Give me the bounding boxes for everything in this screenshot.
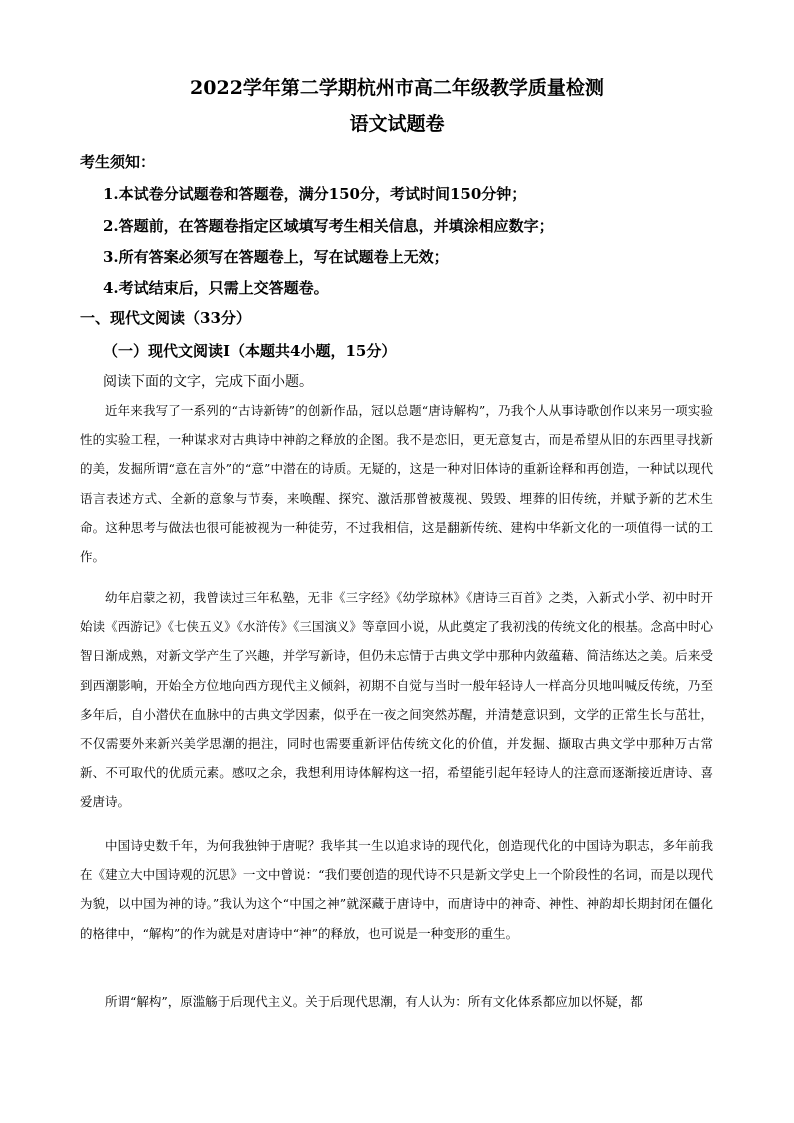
- passage-paragraph: 所谓“解构”，原滥觞于后现代主义。关于后现代思潮，有人认为：所有文化体系都应加以怀疑，都: [105, 994, 643, 1009]
- notice-item: 2.答题前，在答题卷指定区域填写考生相关信息，并填涂相应数字；: [103, 217, 554, 235]
- notice-item: 3.所有答案必须写在答题卷上，写在试题卷上无效；: [103, 248, 449, 266]
- exam-subtitle: 语文试题卷: [349, 113, 445, 135]
- notice-item: 1.本试卷分试题卷和答题卷，满分150分，考试时间150分钟；: [103, 185, 527, 203]
- subsection-heading: （一）现代文阅读Ⅰ（本题共4小题，15分）: [103, 342, 397, 360]
- passage-paragraph: 近年来我写了一系列的“古诗新铸”的创新作品，冠以总题“唐诗解构”，乃我个人从事诗歌创作以来另一项实验性的实验工程，一种谋求对古典诗中神韵之释放的企图。我不是恋旧，更无意复古，而是希望从旧的东西里寻找新的美，发掘所谓“意在言外”的“意”中潜在的诗质。无疑的，这是一种对旧体诗的重新诠释和再创造，一种试以现代语言表述方式、全新的意象与节奏，来唤醒、探究、激活那曾被蔑视、毁毁、埋葬的旧传统，并赋予新的艺术生命。这种思考与做法也很可能被视为一种徒劳，不过我相信，这是翻新传统、建构中华新文化的一项值得一试的工作。: [80, 403, 713, 565]
- reading-instruction: 阅读下面的文字，完成下面小题。: [103, 374, 313, 390]
- exam-title: 2022学年第二学期杭州市高二年级教学质量检测: [190, 77, 604, 99]
- passage-paragraph: 中国诗史数千年，为何我独钟于唐呢？我毕其一生以追求诗的现代化，创造现代化的中国诗为职志，多年前我在《建立大中国诗观的沉思》一文中曾说：“我们要创造的现代诗不只是新文学史上一个阶段性的名词，而是以现代为貌，以中国为神的诗。”我认为这个“中国之神”就深藏于唐诗中，而唐诗中的神奇、神性、神韵却长期封闭在僵化的格律中，“解构”的作为就是对唐诗中“神”的释放，也可说是一种变形的重生。: [80, 838, 713, 941]
- section-heading: 一、现代文阅读（33分）: [80, 309, 251, 327]
- notice-heading: 考生须知：: [80, 153, 156, 171]
- passage-paragraph: 幼年启蒙之初，我曾读过三年私塾，无非《三字经》《幼学琼林》《唐诗三百首》之类，入新式小学、初中时开始读《西游记》《七侠五义》《水浒传》《三国演义》等章回小说，从此奠定了我初浅的传统文化的根基。念高中时心智日渐成熟，对新文学产生了兴趣，并学写新诗，但仍未忘情于古典文学中那种内敛蕴藉、简洁练达之美。后来受到西潮影响，开始全方位地向西方现代主义倾斜，初期不自觉与当时一般年轻诗人一样高分贝地叫喊反传统，乃至多年后，自小潜伏在血脉中的古典文学因素，似乎在一夜之间突然苏醒，并清楚意识到，文学的正常生长与茁壮，不仅需要外来新兴美学思潮的挹注，同时也需要重新评估传统文化的价值，并发掘、撷取古典文学中那种万古常新、不可取代的优质元素。感叹之余，我想利用诗体解构这一招，希望能引起年轻诗人的注意而逐渐接近唐诗、喜爱唐诗。: [80, 590, 713, 810]
- notice-item: 4.考试结束后，只需上交答题卷。: [103, 279, 329, 297]
